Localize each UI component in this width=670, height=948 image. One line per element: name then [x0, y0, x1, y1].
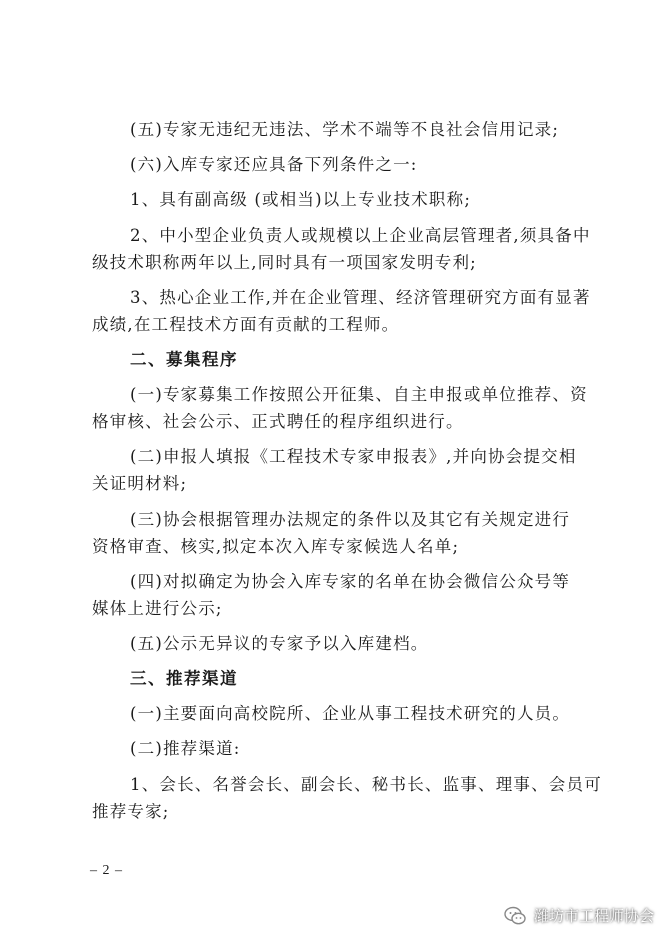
wechat-icon — [504, 906, 526, 926]
page-number: – 2 – — [90, 863, 123, 878]
watermark-text: 潍坊市工程师协会 — [533, 907, 654, 925]
paragraph-line: (二)推荐渠道: — [130, 739, 241, 758]
paragraph-line: 格审核、社会公示、正式聘任的程序组织进行。 — [92, 412, 464, 431]
paragraph-line: (一)主要面向高校院所、企业从事工程技术研究的人员。 — [130, 704, 571, 723]
paragraph-line: (三)协会根据管理办法规定的条件以及其它有关规定进行 — [130, 510, 571, 529]
paragraph-line: 推荐专家; — [92, 802, 170, 821]
section-heading: 二、募集程序 — [130, 350, 238, 369]
paragraph-line: (四)对拟确定为协会入库专家的名单在协会微信公众号等 — [130, 572, 571, 591]
paragraph-line: 资格审查、核实,拟定本次入库专家候选人名单; — [92, 537, 460, 556]
paragraph-line: (二)申报人填报《工程技术专家申报表》,并向协会提交相 — [130, 447, 577, 466]
paragraph-line: 1、会长、名誉会长、副会长、秘书长、监事、理事、会员可 — [130, 775, 602, 794]
paragraph-line: (五)公示无异议的专家予以入库建档。 — [130, 634, 429, 653]
paragraph-line: 1、具有副高级 (或相当)以上专业技术职称; — [130, 190, 472, 209]
paragraph-line: 2、中小型企业负责人或规模以上企业高层管理者,须具备中 — [130, 226, 591, 245]
paragraph-line: 关证明材料; — [92, 474, 188, 493]
paragraph-line: 成绩,在工程技术方面有贡献的工程师。 — [92, 315, 400, 334]
section-heading: 三、推荐渠道 — [130, 669, 238, 688]
paragraph-line: 级技术职称两年以上,同时具有一项国家发明专利; — [92, 253, 477, 272]
paragraph-line: (五)专家无违纪无违法、学术不端等不良社会信用记录; — [130, 120, 560, 139]
paragraph-line: (一)专家募集工作按照公开征集、自主申报或单位推荐、资 — [130, 385, 588, 404]
wechat-watermark — [504, 905, 654, 926]
paragraph-line: 媒体上进行公示; — [92, 599, 223, 618]
paragraph-line: 3、热心企业工作,并在企业管理、经济管理研究方面有显著 — [130, 288, 591, 307]
paragraph-line: (六)入库专家还应具备下列条件之一: — [130, 155, 418, 174]
